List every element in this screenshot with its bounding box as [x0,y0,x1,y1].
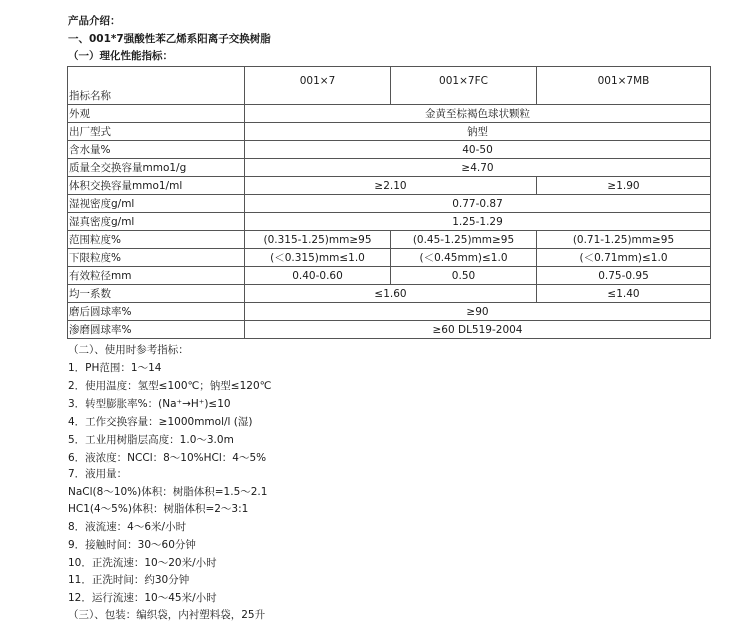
table-row [68,267,711,285]
section1-title: （一）理化性能指标： [68,50,173,62]
table-cell: (0.45-1.25)mm≥95 [391,231,537,249]
row-label: 范围粒度% [68,231,245,249]
list-item: HC1(4～5%)体积：树脂体积=2～3:1 [68,503,249,515]
table-row [68,105,711,123]
table-cell: (0.71-1.25)mm≥95 [537,231,711,249]
row-label: 下限粒度% [68,249,245,267]
table-cell: ≥4.70 [245,159,711,177]
table-cell: ≤1.60 [245,285,537,303]
row-label: 渗磨圆球率% [68,321,245,339]
list-item: 9．接触时间：30～60分钟 [68,539,196,551]
list-item: 8．液流速：4～6米/小时 [68,521,187,533]
row-label: 磨后圆球率% [68,303,245,321]
section3-text: （三）、包装：编织袋，内衬塑料袋，25升 [68,609,266,621]
list-item: NaCl(8～10%)体积：树脂体积=1.5～2.1 [68,486,268,498]
row-label: 含水量% [68,141,245,159]
list-item: 6．液浓度：NCCl：8～10%HCl：4～5% [68,452,267,464]
table-cell: 0.77-0.87 [245,195,711,213]
table-cell: (0.315-1.25)mm≥95 [245,231,391,249]
list-item: 2．使用温度：氢型≤100℃；钠型≤120℃ [68,380,272,392]
table-row [68,249,711,267]
table-cell: ≥60 DL519-2004 [245,321,711,339]
table-cell: ≤1.40 [537,285,711,303]
header-cell: 指标名称 [68,67,245,105]
table-row [68,303,711,321]
table-row [68,231,711,249]
product-title: 一、001*7强酸性苯乙烯系阳离子交换树脂 [68,33,271,45]
table-cell: (＜0.71mm)≤1.0 [537,249,711,267]
row-label: 外观 [68,105,245,123]
list-item: 3．转型膨胀率%：(Na⁺→H⁺)≤10 [68,398,231,410]
table-cell: ≥90 [245,303,711,321]
list-item: 12．运行流速：10～45米/小时 [68,592,217,604]
table-header-row [68,67,711,105]
section2-title: （二）、使用时参考指标： [68,344,189,356]
row-label: 均一系数 [68,285,245,303]
row-label: 湿视密度g/ml [68,195,245,213]
table-cell: 1.25-1.29 [245,213,711,231]
list-item: 11．正洗时间：约30分钟 [68,574,190,586]
table-cell: 0.40-0.60 [245,267,391,285]
list-item: 4．工作交换容量：≥1000mmol/l (湿) [68,416,253,428]
row-label: 湿真密度g/ml [68,213,245,231]
intro-title: 产品介绍： [68,15,121,27]
table-row [68,123,711,141]
table-cell: ≥1.90 [537,177,711,195]
table-cell: 0.50 [391,267,537,285]
table-cell: 金黄至棕褐色球状颗粒 [245,105,711,123]
table-row [68,285,711,303]
row-label: 有效粒径mm [68,267,245,285]
list-item: 7．液用量： [68,468,128,480]
row-label: 质量全交换容量mmo1/g [68,159,245,177]
table-cell: 0.75-0.95 [537,267,711,285]
table-row [68,321,711,339]
spec-table [67,66,711,339]
header-cell: 001×7FC [391,67,537,105]
list-item: 5．工业用树脂层高度：1.0～3.0m [68,434,234,446]
table-cell: 40-50 [245,141,711,159]
row-label: 出厂型式 [68,123,245,141]
table-cell: (＜0.315)mm≤1.0 [245,249,391,267]
list-item: 1．PH范围：1～14 [68,362,162,374]
table-row [68,213,711,231]
table-row [68,177,711,195]
table-row [68,141,711,159]
table-row [68,195,711,213]
row-label: 体积交换容量mmo1/ml [68,177,245,195]
table-cell: (＜0.45mm)≤1.0 [391,249,537,267]
list-item: 10．正洗流速：10～20米/小时 [68,557,217,569]
header-cell: 001×7MB [537,67,711,105]
table-cell: ≥2.10 [245,177,537,195]
header-cell: 001×7 [245,67,391,105]
table-row [68,159,711,177]
table-cell: 钠型 [245,123,711,141]
